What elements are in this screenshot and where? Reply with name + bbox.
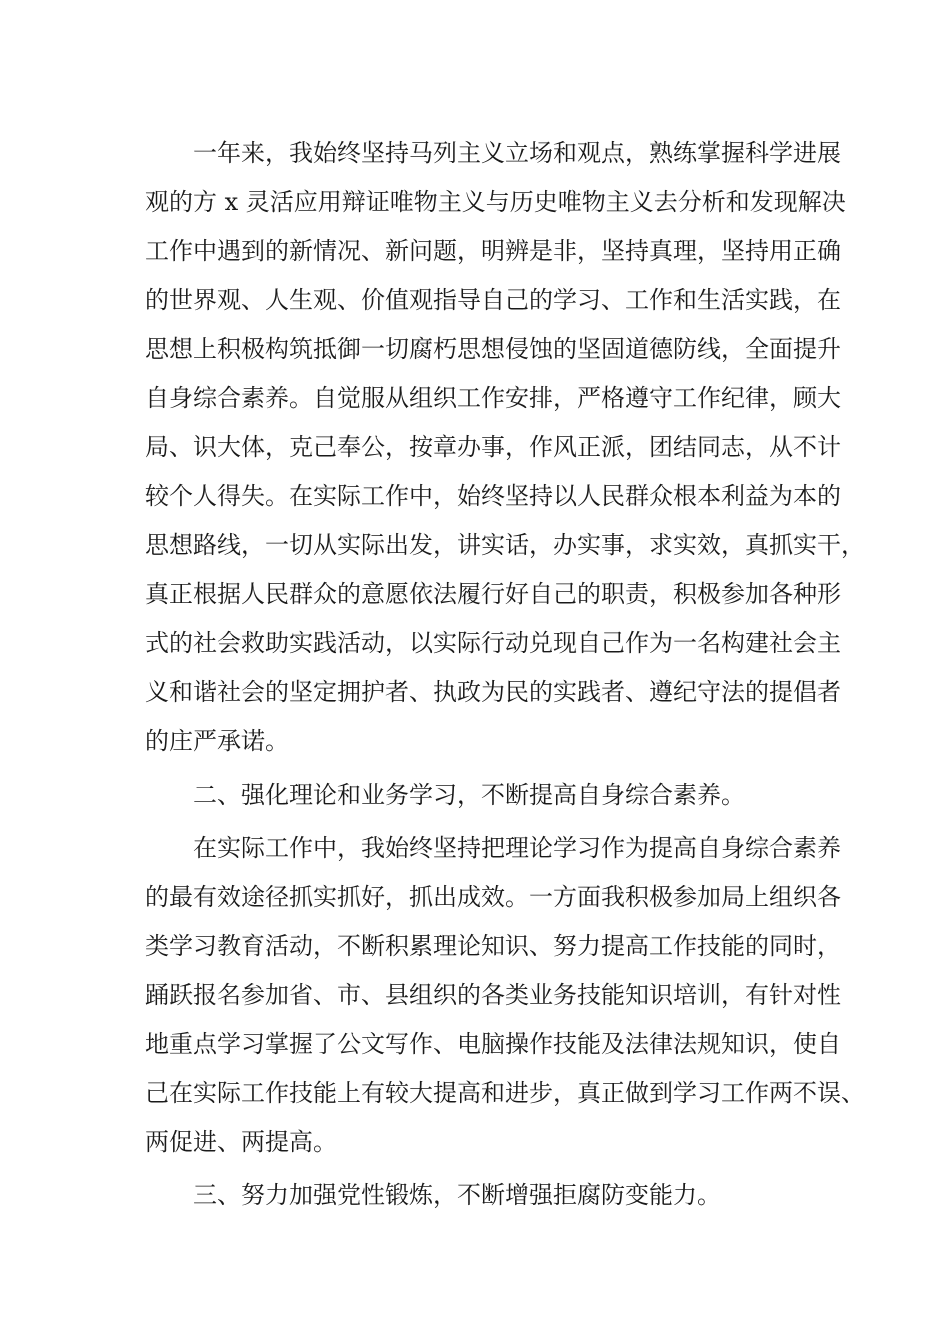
paragraph2-line-5: 地重点学习掌握了公文写作、电脑操作技能及法律法规知识，使自 <box>145 1030 841 1058</box>
paragraph1-line-13: 的庄严承诺。 <box>145 727 289 755</box>
paragraph2-line-7: 两促进、两提高。 <box>145 1128 337 1156</box>
paragraph2-line-2: 的最有效途径抓实抓好，抓出成效。一方面我积极参加局上组织各 <box>145 883 841 911</box>
paragraph1-line-1: 一年来，我始终坚持马列主义立场和观点，熟练掌握科学进展 <box>193 139 841 167</box>
paragraph1-line-12: 义和谐社会的坚定拥护者、执政为民的实践者、遵纪守法的提倡者 <box>145 678 841 706</box>
section-heading-3: 三、努力加强党性锻炼，不断增强拒腐防变能力。 <box>193 1181 721 1209</box>
paragraph1-line-9: 思想路线，一切从实际出发，讲实话，办实事，求实效，真抓实干， <box>145 531 865 559</box>
paragraph2-line-6: 己在实际工作技能上有较大提高和进步，真正做到学习工作两不误、 <box>145 1079 865 1107</box>
paragraph2-line-4: 踊跃报名参加省、市、县组织的各类业务技能知识培训，有针对性 <box>145 981 841 1009</box>
paragraph1-line-4: 的世界观、人生观、价值观指导自己的学习、工作和生活实践，在 <box>145 286 841 314</box>
paragraph1-line-3: 工作中遇到的新情况、新问题，明辨是非，坚持真理，坚持用正确 <box>145 237 841 265</box>
paragraph1-line-7: 局、识大体，克己奉公，按章办事，作风正派，团结同志，从不计 <box>145 433 841 461</box>
paragraph1-line-5: 思想上积极构筑抵御一切腐朽思想侵蚀的坚固道德防线，全面提升 <box>145 335 841 363</box>
paragraph1-line-2: 观的方 x 灵活应用辩证唯物主义与历史唯物主义去分析和发现解决 <box>145 188 846 216</box>
paragraph2-line-1: 在实际工作中，我始终坚持把理论学习作为提高自身综合素养 <box>193 834 841 862</box>
paragraph2-line-3: 类学习教育活动，不断积累理论知识、努力提高工作技能的同时， <box>145 932 841 960</box>
paragraph1-line-11: 式的社会救助实践活动，以实际行动兑现自己作为一名构建社会主 <box>145 629 841 657</box>
paragraph1-line-8: 较个人得失。在实际工作中，始终坚持以人民群众根本利益为本的 <box>145 482 841 510</box>
paragraph1-line-10: 真正根据人民群众的意愿依法履行好自己的职责，积极参加各种形 <box>145 580 841 608</box>
section-heading-2: 二、强化理论和业务学习，不断提高自身综合素养。 <box>193 781 745 809</box>
paragraph1-line-6: 自身综合素养。自觉服从组织工作安排，严格遵守工作纪律，顾大 <box>145 384 841 412</box>
